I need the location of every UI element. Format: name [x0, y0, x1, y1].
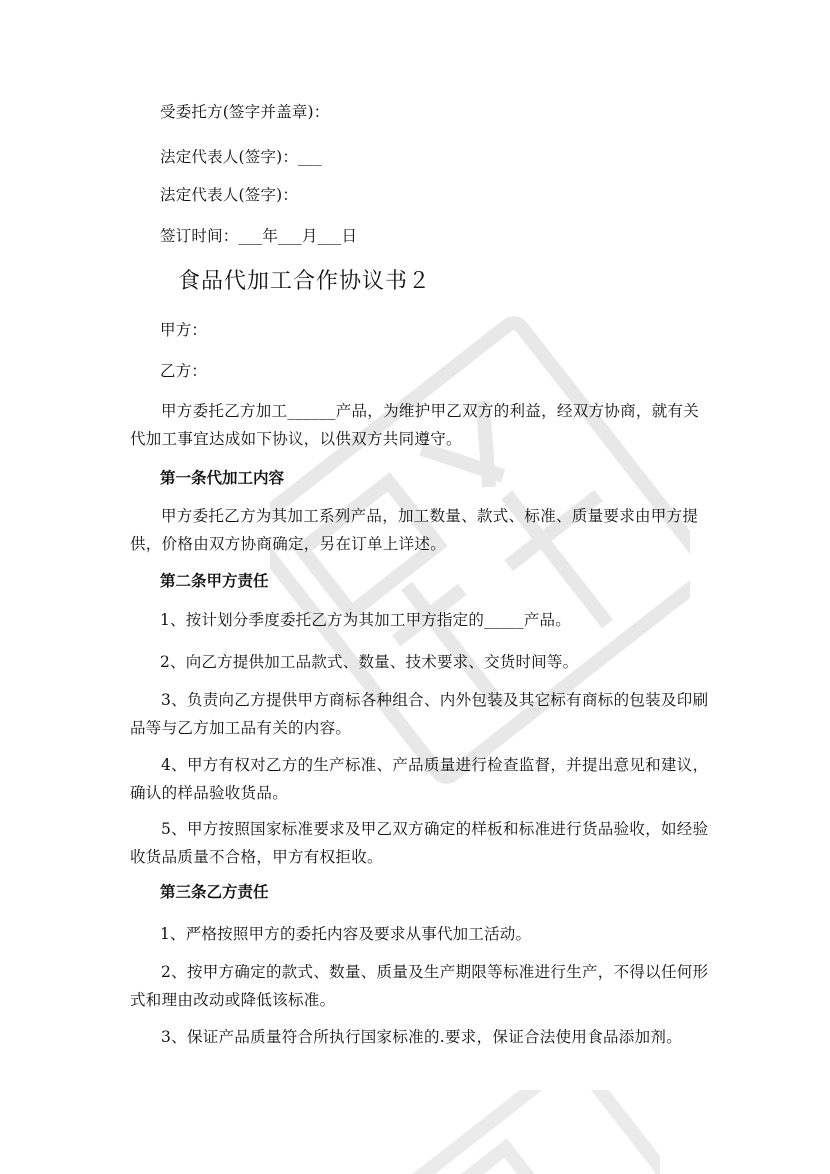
- signing-date-line: 签订时间：___年___月___日: [160, 227, 358, 245]
- legal-representative-signature-line-1: 法定代表人(签字)：___: [160, 148, 322, 166]
- section-2-item-4: 4、甲方有权对乙方的生产标准、产品质量进行检查监督，并提出意见和建议，确认的样品验收货品。: [130, 756, 709, 802]
- legal-representative-signature-line-2: 法定代表人(签字)：: [160, 186, 299, 204]
- section-3-item-1: 1、严格按照甲方的委托内容及要求从事代加工活动。: [160, 925, 532, 943]
- section-2-heading: 第二条甲方责任: [160, 572, 269, 590]
- entrusted-party-signature-line: 受委托方(签字并盖章)：: [160, 103, 330, 121]
- party-a-label: 甲方：: [160, 321, 208, 339]
- section-3-item-3: 3、保证产品质量符合所执行国家标准的.要求，保证合法使用食品添加剂。: [161, 1028, 682, 1046]
- preamble-paragraph: 甲方委托乙方加工______产品，为维护甲乙双方的利益，经双方协商，就有关代加工事宜达成如下协议，以供双方共同遵守。: [130, 402, 700, 448]
- party-b-label: 乙方：: [160, 362, 208, 380]
- section-1-heading: 第一条代加工内容: [160, 469, 285, 487]
- document-title: 食品代加工合作协议书２: [178, 269, 432, 294]
- section-1-item-1: 甲方委托乙方为其加工系列产品，加工数量、款式、标准、质量要求由甲方提供，价格由双方协商确定，另在订单上详述。: [130, 507, 699, 553]
- section-2-item-2: 2、向乙方提供加工品款式、数量、技术要求、交货时间等。: [160, 653, 579, 671]
- section-2-item-5: 5、甲方按照国家标准要求及甲乙双方确定的样板和标准进行货品验收，如经验收货品质量不合格，甲方有权拒收。: [130, 820, 709, 866]
- watermark-logo-bottom: [360, 1090, 660, 1174]
- section-2-item-1: 1、按计划分季度委托乙方为其加工甲方指定的_____产品。: [160, 611, 571, 629]
- section-3-heading: 第三条乙方责任: [160, 883, 269, 901]
- section-2-item-3: 3、负责向乙方提供甲方商标各种组合、内外包装及其它标有商标的包装及印刷品等与乙方加工品有关的内容。: [130, 691, 709, 737]
- section-3-item-2: 2、按甲方确定的款式、数量、质量及生产期限等标准进行生产，不得以任何形式和理由改动或降低该标准。: [130, 963, 709, 1009]
